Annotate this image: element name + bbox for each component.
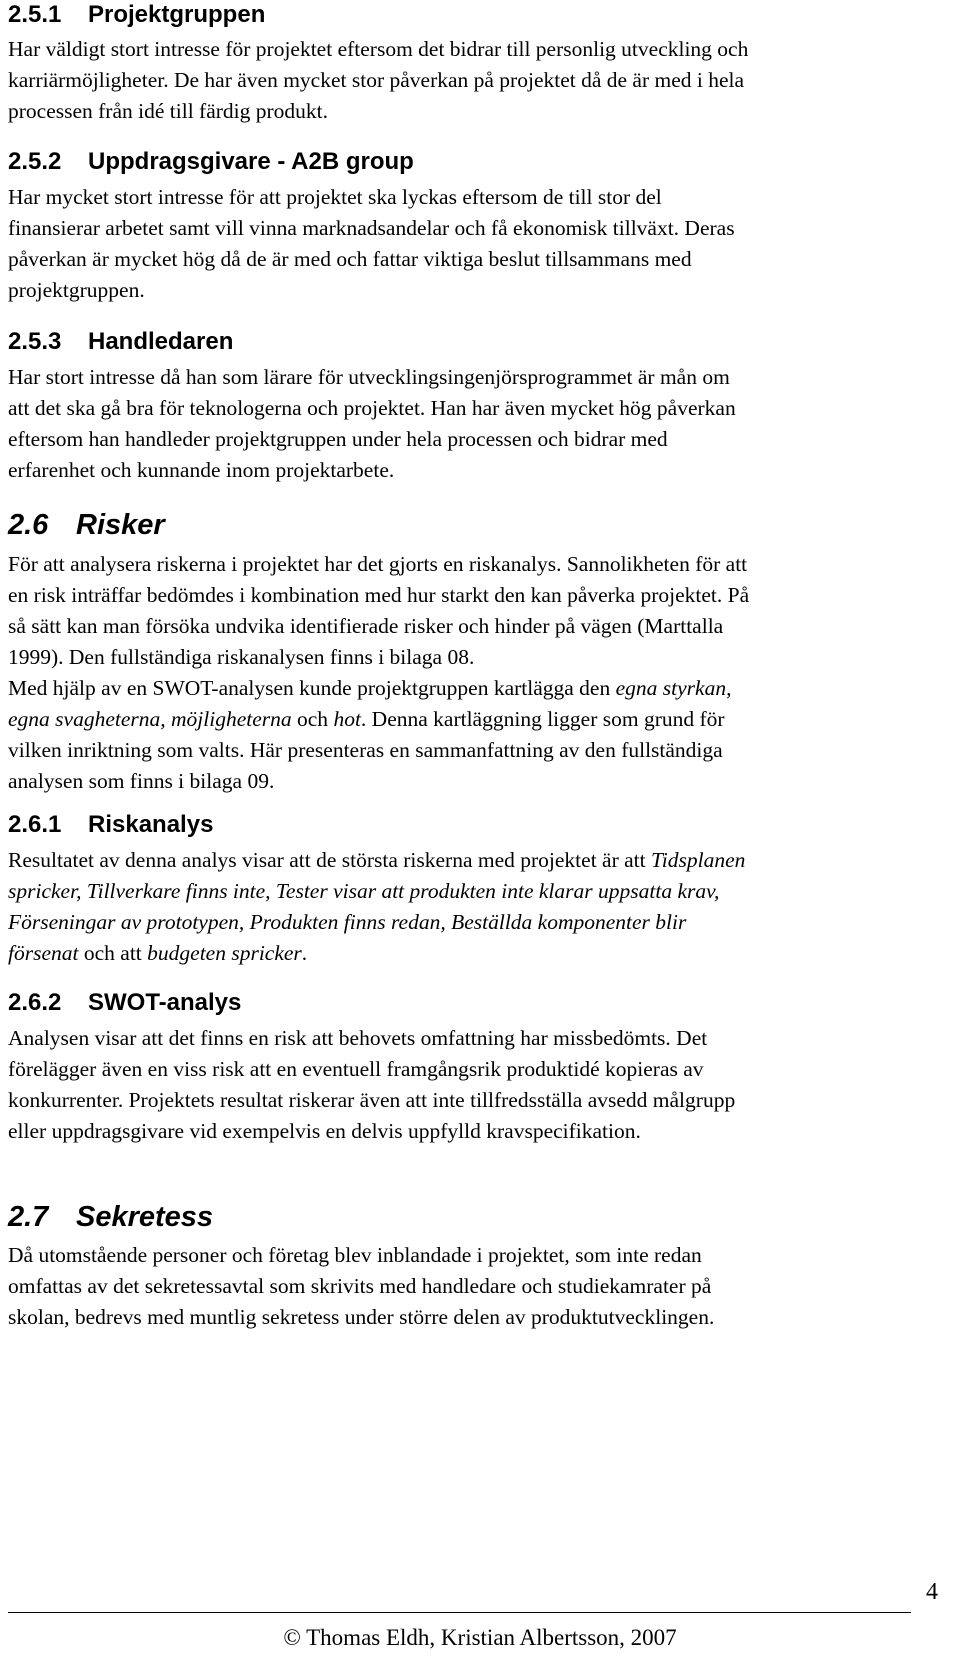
paragraph-projektgruppen xyxy=(8,34,928,127)
heading-number: 2.5.2 xyxy=(8,148,62,175)
footer-divider xyxy=(8,1612,911,1613)
heading-number: 2.6 xyxy=(8,509,49,541)
text-line: att det ska gå bra för teknologerna och projektet. Han har även mycket hög påverkan xyxy=(8,396,736,420)
emphasis-text: hot xyxy=(333,707,361,731)
heading-2-6-1 xyxy=(8,810,213,840)
text-line: Har stort intresse då han som lärare för utvecklingsingenjörsprogrammet är mån om xyxy=(8,365,730,389)
text-line: en risk inträffar bedömdes i kombination med hur starkt den kan påverka projektet. På xyxy=(8,583,750,607)
heading-title: SWOT-analys xyxy=(88,989,242,1016)
heading-2-5-2 xyxy=(8,147,414,177)
paragraph-swot-intro xyxy=(8,673,928,797)
text-line: vilken inriktning som valts. Här presenteras en sammanfattning av den fullständiga xyxy=(8,738,723,762)
emphasis-text: egna svagheterna, möjligheterna xyxy=(8,707,292,731)
text-line xyxy=(8,938,928,969)
heading-title: Projektgruppen xyxy=(88,1,266,28)
emphasis-text: egna styrkan, xyxy=(615,676,732,700)
paragraph-uppdragsgivare xyxy=(8,182,928,306)
text-line xyxy=(8,876,928,907)
text-line xyxy=(8,907,928,938)
paragraph-sekretess xyxy=(8,1240,928,1333)
text-run: . xyxy=(301,941,308,965)
text-line: analysen som finns i bilaga 09. xyxy=(8,769,275,793)
text-line: För att analysera riskerna i projektet har det gjorts en riskanalys. Sannolikheten för att xyxy=(8,552,748,576)
heading-title: Riskanalys xyxy=(88,811,214,838)
emphasis-text: försenat xyxy=(8,941,79,965)
text-run: och att xyxy=(78,941,148,965)
text-line: karriärmöjligheter. De har även mycket stor påverkan på projektet då de är med i hela xyxy=(8,68,745,92)
text-run: Resultatet av denna analys visar att de största riskerna med projektet är att xyxy=(8,848,651,872)
heading-number: 2.7 xyxy=(8,1201,49,1233)
heading-number: 2.6.1 xyxy=(8,811,62,838)
heading-title: Risker xyxy=(76,509,165,541)
text-line: omfattas av det sekretessavtal som skrivits med handledare och studiekamrater på xyxy=(8,1274,712,1298)
text-line: projektgruppen. xyxy=(8,278,145,302)
heading-2-5-3 xyxy=(8,327,233,357)
text-line: påverkan är mycket hög då de är med och fattar viktiga beslut tillsammans med xyxy=(8,247,692,271)
text-line: eller uppdragsgivare vid exempelvis en delvis uppfylld kravspecifikation. xyxy=(8,1119,641,1143)
heading-title: Uppdragsgivare - A2B group xyxy=(88,148,414,175)
text-line: erfarenhet och kunnande inom projektarbete. xyxy=(8,458,395,482)
emphasis-text: spricker, Tillverkare finns inte, Tester visar att produkten inte klarar uppsatta krav, xyxy=(8,879,720,903)
heading-number: 2.5.1 xyxy=(8,1,62,28)
text-line: konkurrenter. Projektets resultat riskerar även att inte tillfredsställa avsedd målgrupp xyxy=(8,1088,736,1112)
text-line: skolan, bedrevs med muntlig sekretess under större delen av produktutvecklingen. xyxy=(8,1305,715,1329)
heading-number: 2.6.2 xyxy=(8,989,62,1016)
text-line xyxy=(8,673,928,704)
paragraph-risker xyxy=(8,549,928,673)
text-line: 1999). Den fullständiga riskanalysen finns i bilaga 08. xyxy=(8,645,475,669)
emphasis-text: Tidsplanen xyxy=(650,848,746,872)
text-line: finansierar arbetet samt vill vinna marknadsandelar och få ekonomisk tillväxt. Deras xyxy=(8,216,735,240)
emphasis-text: budgeten spricker xyxy=(147,941,302,965)
text-run: Med hjälp av en SWOT-analysen kunde projektgruppen kartlägga den xyxy=(8,676,616,700)
text-line: Har mycket stort intresse för att projektet ska lyckas eftersom de till stor del xyxy=(8,185,662,209)
heading-title: Handledaren xyxy=(88,328,234,355)
paragraph-riskanalys xyxy=(8,845,928,969)
text-line: Har väldigt stort intresse för projektet eftersom det bidrar till personlig utveckling och xyxy=(8,37,749,61)
paragraph-swot-analys xyxy=(8,1023,928,1147)
heading-number: 2.5.3 xyxy=(8,328,62,355)
text-line xyxy=(8,704,928,735)
text-line: förelägger även en viss risk att en eventuell framgångsrik produktidé kopieras av xyxy=(8,1057,704,1081)
heading-title: Sekretess xyxy=(76,1201,214,1233)
footer-copyright: © Thomas Eldh, Kristian Albertsson, 2007 xyxy=(283,1625,677,1650)
text-line: Då utomstående personer och företag blev inblandade i projektet, som inte redan xyxy=(8,1243,702,1267)
heading-2-6-2 xyxy=(8,988,241,1018)
heading-2-5-1 xyxy=(8,0,265,30)
text-run: och xyxy=(291,707,334,731)
text-line xyxy=(8,845,928,876)
text-run: . Denna kartläggning ligger som grund för xyxy=(360,707,725,731)
emphasis-text: Förseningar av prototypen, Produkten finns redan, Beställda komponenter blir xyxy=(8,910,687,934)
text-line: eftersom han handleder projektgruppen under hela processen och bidrar med xyxy=(8,427,668,451)
page-number: 4 xyxy=(926,1579,938,1605)
text-line: Analysen visar att det finns en risk att behovets omfattning har missbedömts. Det xyxy=(8,1026,708,1050)
heading-2-6 xyxy=(8,508,165,542)
paragraph-handledaren xyxy=(8,362,928,486)
heading-2-7 xyxy=(8,1200,213,1234)
text-line: processen från idé till färdig produkt. xyxy=(8,99,329,123)
text-line: så sätt kan man försöka undvika identifierade risker och hinder på vägen (Marttalla xyxy=(8,614,724,638)
